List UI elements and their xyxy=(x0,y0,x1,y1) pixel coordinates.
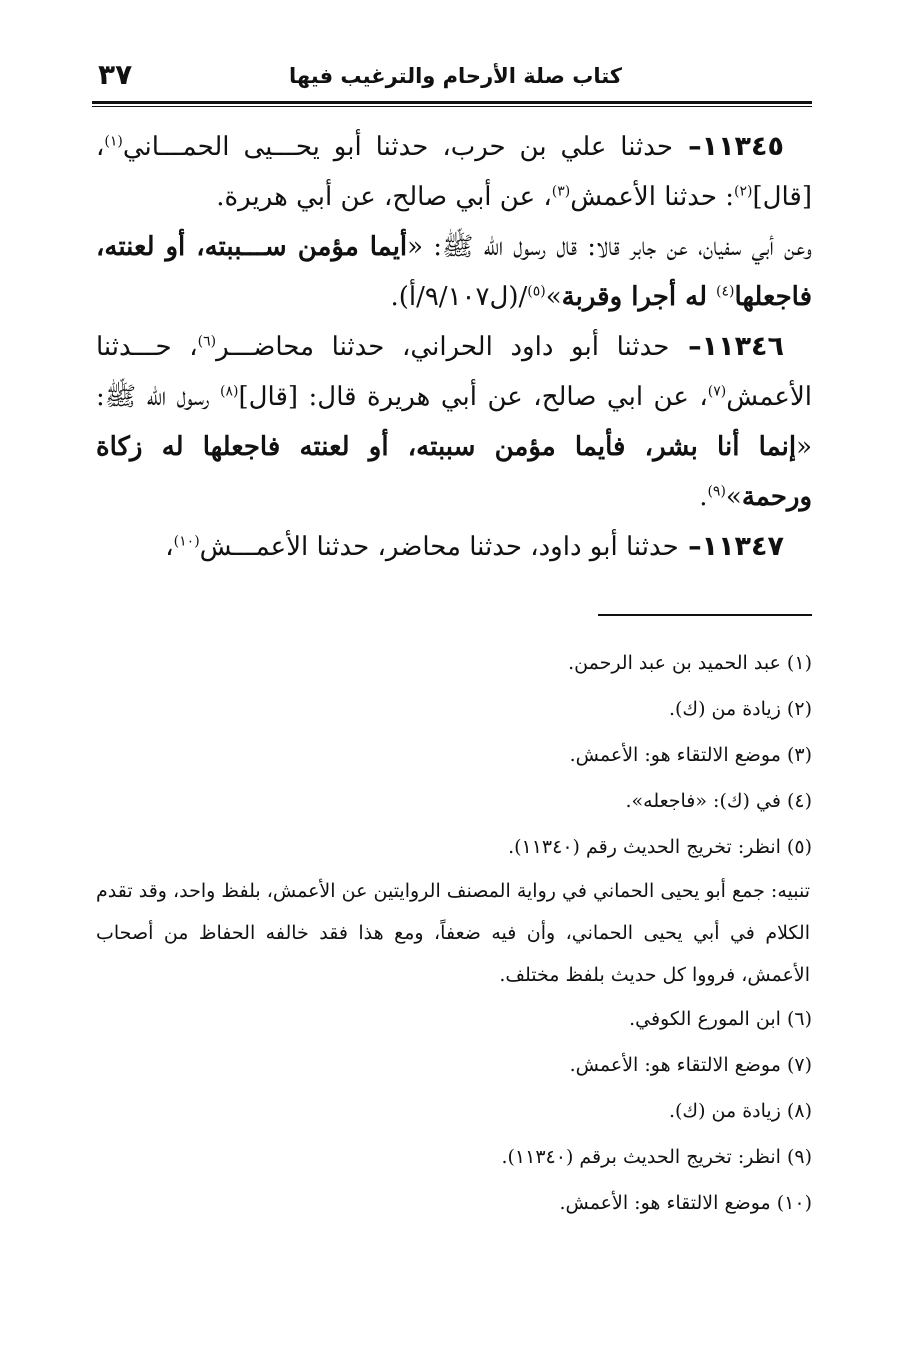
manuscript-ref: /(ل٩/١٠٧/أ). xyxy=(390,282,528,312)
isnad-text: : حدثنا الأعمش xyxy=(570,182,734,212)
page-number: ٣٧ xyxy=(98,58,133,91)
footnote-4: (٤) في (ك): «فاجعله». xyxy=(625,790,812,812)
footnote-2: (٢) زيادة من (ك). xyxy=(668,698,812,720)
running-title: كتاب صلة الأرحام والترغيب فيها xyxy=(289,64,622,88)
footnote-ref: (٦) xyxy=(197,333,217,350)
hadith-number: ١١٣٤٧ xyxy=(701,531,784,562)
footnote-ref: (٢) xyxy=(734,183,753,200)
hadith-entry-11346 xyxy=(96,322,812,522)
isnad-text: حدثنا أبو داود الحراني، حدثنا محاضـــر xyxy=(216,332,670,362)
isnad-text: حدثنا أبو داود، حدثنا محاضر، حدثنا الأعمـــش xyxy=(199,532,679,562)
footnote-7: (٧) موضع الالتقاء هو: الأعمش. xyxy=(569,1054,812,1076)
quote-close: » xyxy=(725,482,742,512)
hadith-matn-11345 xyxy=(96,222,812,322)
footnote-8: (٨) زيادة من (ك). xyxy=(668,1100,812,1122)
number-dash: – xyxy=(669,331,702,362)
isnad-text: ، حـــدثنا الأعمش xyxy=(96,332,812,412)
footnote-ref: (٧) xyxy=(707,383,727,400)
isnad-text: ، [قال] xyxy=(96,132,812,212)
isnad-text: وعن أبي سفيان، عن جابر قالا: قال رسول الله ﷺ: « xyxy=(407,232,812,262)
quote-close: » xyxy=(545,282,562,312)
hadith-entry-11347 xyxy=(96,522,812,572)
footnote-3: (٣) موضع الالتقاء هو: الأعمش. xyxy=(569,744,812,766)
hadith-entry-11345 xyxy=(96,122,812,222)
footnote-ref: (٤) xyxy=(716,283,735,300)
matn-text: له أجرا وقربة xyxy=(561,282,717,312)
number-dash: – xyxy=(678,531,702,562)
isnad-text: ، عن أبي صالح، عن أبي هريرة. xyxy=(216,182,552,212)
number-dash: – xyxy=(673,131,702,162)
isnad-text: حدثنا علي بن حرب، حدثنا أبو يحـــيى الحمـــاني xyxy=(122,132,673,162)
footnote-ref: (١٠) xyxy=(173,533,200,550)
running-header xyxy=(92,60,812,100)
footnote-ref: (٥) xyxy=(527,283,546,300)
isnad-text: رسول الله ﷺ: « xyxy=(96,382,812,462)
hadith-number: ١١٣٤٥ xyxy=(701,131,784,162)
footnote-5: (٥) انظر: تخريج الحديث رقم (١١٣٤٠). xyxy=(508,836,812,858)
footnote-ref: (٨) xyxy=(220,383,239,400)
footnote-9: (٩) انظر: تخريج الحديث برقم (١١٣٤٠). xyxy=(501,1146,812,1168)
footnote-ref: (٣) xyxy=(551,183,571,200)
period: . xyxy=(699,482,708,512)
header-rule-thin xyxy=(92,106,812,107)
footnotes xyxy=(96,640,812,1226)
isnad-text: ، عن ابي صالح، عن أبي هريرة قال: [قال] xyxy=(238,382,708,412)
footnote-note: تنبيه: جمع أبو يحيى الحماني في رواية المصنف الروايتين عن الأعمش، بلفظ واحد، وقد تقدم الكلام في أبي يحيى الحماني، وأن فيه ضعفاً، ومع هذا فقد خالفه الحفاظ من أصحاب الأعمش، فرووا كل حديث بلفظ مختلف. xyxy=(96,880,810,986)
footnote-6: (٦) ابن المورع الكوفي. xyxy=(629,1008,812,1030)
isnad-text: ، xyxy=(165,532,174,562)
footnote-10: (١٠) موضع الالتقاء هو: الأعمش. xyxy=(559,1192,812,1214)
footnote-1: (١) عبد الحميد بن عبد الرحمن. xyxy=(568,652,812,674)
matn-text: إنما أنا بشر، فأيما مؤمن سببته، أو لعنته فاجعلها له زكاة ورحمة xyxy=(96,432,812,512)
header-rule xyxy=(92,101,812,104)
hadith-number: ١١٣٤٦ xyxy=(701,331,785,362)
footnote-ref: (٩) xyxy=(707,483,726,500)
footnote-ref: (١) xyxy=(104,133,123,150)
main-text xyxy=(96,122,812,572)
matn-text: أيما مؤمن ســـببته، أو لعنته، فاجعلها xyxy=(96,232,812,312)
footnote-separator xyxy=(598,614,812,616)
